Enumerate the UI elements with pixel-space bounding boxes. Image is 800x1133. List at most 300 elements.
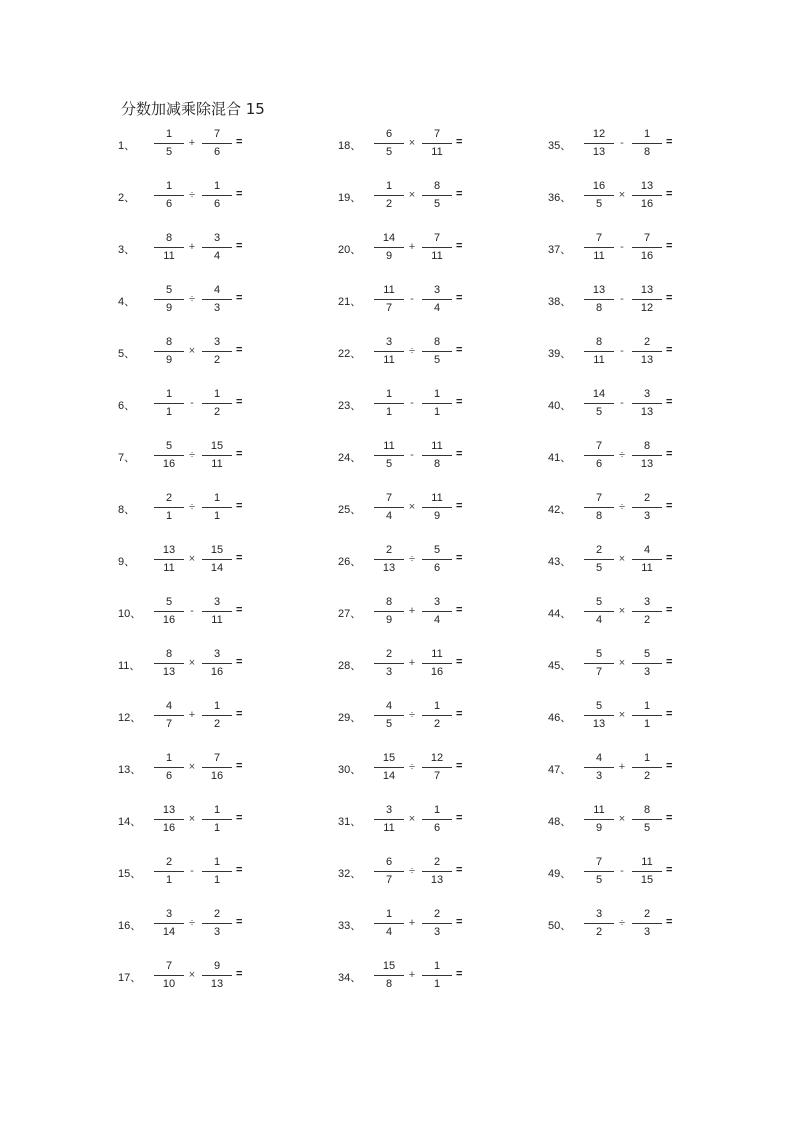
denominator: 2 (595, 926, 603, 938)
equals-sign: = (456, 968, 463, 980)
denominator: 8 (385, 978, 393, 990)
fraction-first (154, 543, 184, 576)
numerator: 14 (592, 388, 606, 400)
fraction-first (584, 907, 614, 940)
fraction-bar (154, 143, 184, 144)
fraction-bar (374, 715, 404, 716)
numerator: 8 (385, 596, 393, 608)
denominator: 7 (385, 874, 393, 886)
fraction-bar (374, 143, 404, 144)
problem-number: 6、 (118, 400, 136, 412)
fraction-bar (374, 403, 404, 404)
equals-sign: = (666, 136, 673, 148)
problem-row (548, 697, 778, 737)
denominator: 3 (213, 302, 221, 314)
denominator: 8 (433, 458, 441, 470)
problem-row (338, 125, 568, 165)
denominator: 4 (385, 926, 393, 938)
fraction-first (374, 751, 404, 784)
fraction-bar (584, 403, 614, 404)
numerator: 1 (165, 388, 173, 400)
numerator: 8 (643, 804, 651, 816)
operator-sign: - (620, 345, 624, 357)
numerator: 5 (433, 544, 441, 556)
fraction-bar (374, 195, 404, 196)
fraction-bar (632, 923, 662, 924)
problem-number: 35、 (548, 140, 572, 152)
fraction-second (202, 387, 232, 420)
operator-sign: × (188, 657, 196, 669)
numerator: 13 (162, 804, 176, 816)
fraction-first (154, 855, 184, 888)
fraction-bar (632, 299, 662, 300)
operator-sign: ÷ (188, 501, 196, 513)
numerator: 2 (165, 856, 173, 868)
equals-sign: = (666, 552, 673, 564)
fraction-bar (202, 351, 232, 352)
problem-number: 12、 (118, 712, 142, 724)
problem-row (118, 697, 348, 737)
problem-row (548, 905, 778, 945)
equals-sign: = (236, 604, 243, 616)
equals-sign: = (236, 552, 243, 564)
equals-sign: = (236, 916, 243, 928)
equals-sign: = (456, 240, 463, 252)
problem-number: 1、 (118, 140, 136, 152)
numerator: 5 (643, 648, 651, 660)
fraction-bar (202, 247, 232, 248)
problem-row (338, 489, 568, 529)
numerator: 16 (592, 180, 606, 192)
problem-number: 36、 (548, 192, 572, 204)
denominator: 3 (213, 926, 221, 938)
fraction-bar (374, 611, 404, 612)
numerator: 4 (385, 700, 393, 712)
problem-number: 30、 (338, 764, 362, 776)
fraction-bar (632, 351, 662, 352)
fraction-bar (632, 819, 662, 820)
numerator: 2 (595, 544, 603, 556)
problem-row (118, 645, 348, 685)
fraction-bar (154, 975, 184, 976)
fraction-second (202, 439, 232, 472)
equals-sign: = (456, 604, 463, 616)
denominator: 11 (383, 822, 395, 834)
fraction-first (154, 439, 184, 472)
fraction-first (584, 283, 614, 316)
fraction-first (374, 491, 404, 524)
denominator: 13 (592, 146, 606, 158)
denominator: 4 (595, 614, 603, 626)
fraction-second (632, 439, 662, 472)
numerator: 7 (595, 492, 603, 504)
numerator: 7 (595, 856, 603, 868)
numerator: 12 (430, 752, 444, 764)
denominator: 1 (165, 874, 173, 886)
numerator: 4 (165, 700, 173, 712)
equals-sign: = (666, 396, 673, 408)
fraction-second (202, 179, 232, 212)
fraction-second (202, 959, 232, 992)
numerator: 7 (595, 232, 603, 244)
fraction-first (154, 699, 184, 732)
denominator: 5 (385, 718, 393, 730)
numerator: 1 (643, 128, 651, 140)
fraction-bar (632, 247, 662, 248)
problem-number: 41、 (548, 452, 572, 464)
denominator: 16 (162, 458, 176, 470)
numerator: 8 (433, 336, 441, 348)
denominator: 3 (385, 666, 393, 678)
problem-number: 26、 (338, 556, 362, 568)
fraction-first (374, 439, 404, 472)
equals-sign: = (236, 968, 243, 980)
fraction-bar (202, 403, 232, 404)
fraction-bar (632, 611, 662, 612)
denominator: 1 (643, 718, 651, 730)
problem-number: 44、 (548, 608, 572, 620)
fraction-second (202, 751, 232, 784)
numerator: 3 (213, 648, 221, 660)
equals-sign: = (236, 656, 243, 668)
problem-number: 11、 (118, 660, 141, 672)
problem-row (338, 333, 568, 373)
numerator: 1 (433, 804, 441, 816)
numerator: 5 (595, 596, 603, 608)
fraction-second (422, 231, 452, 264)
numerator: 13 (640, 284, 654, 296)
fraction-bar (584, 923, 614, 924)
denominator: 11 (163, 562, 175, 574)
operator-sign: × (408, 501, 416, 513)
fraction-second (632, 127, 662, 160)
operator-sign: + (408, 917, 416, 929)
fraction-first (584, 127, 614, 160)
problem-number: 22、 (338, 348, 362, 360)
numerator: 7 (595, 440, 603, 452)
equals-sign: = (666, 240, 673, 252)
operator-sign: - (620, 293, 624, 305)
problem-number: 24、 (338, 452, 362, 464)
denominator: 6 (213, 198, 221, 210)
denominator: 11 (211, 614, 223, 626)
operator-sign: ÷ (408, 761, 416, 773)
numerator: 4 (643, 544, 651, 556)
fraction-second (422, 439, 452, 472)
fraction-first (374, 231, 404, 264)
fraction-bar (154, 455, 184, 456)
denominator: 12 (640, 302, 654, 314)
numerator: 6 (385, 856, 393, 868)
numerator: 3 (643, 596, 651, 608)
denominator: 16 (640, 198, 654, 210)
equals-sign: = (456, 136, 463, 148)
numerator: 5 (165, 596, 173, 608)
denominator: 5 (165, 146, 173, 158)
numerator: 3 (165, 908, 173, 920)
operator-sign: × (188, 553, 196, 565)
fraction-first (374, 647, 404, 680)
fraction-bar (154, 767, 184, 768)
denominator: 5 (385, 146, 393, 158)
denominator: 6 (165, 198, 173, 210)
problem-number: 4、 (118, 296, 136, 308)
fraction-bar (154, 611, 184, 612)
denominator: 15 (640, 874, 654, 886)
fraction-bar (422, 247, 452, 248)
equals-sign: = (456, 760, 463, 772)
fraction-second (202, 699, 232, 732)
equals-sign: = (236, 500, 243, 512)
fraction-bar (154, 403, 184, 404)
fraction-first (584, 231, 614, 264)
fraction-first (374, 283, 404, 316)
operator-sign: × (618, 553, 626, 565)
fraction-second (422, 491, 452, 524)
denominator: 2 (213, 354, 221, 366)
fraction-first (374, 595, 404, 628)
fraction-bar (422, 507, 452, 508)
equals-sign: = (666, 760, 673, 772)
denominator: 7 (165, 718, 173, 730)
operator-sign: × (618, 605, 626, 617)
problem-row (338, 697, 568, 737)
operator-sign: ÷ (408, 345, 416, 357)
numerator: 4 (595, 752, 603, 764)
numerator: 2 (643, 336, 651, 348)
fraction-first (154, 907, 184, 940)
numerator: 1 (433, 700, 441, 712)
operator-sign: - (620, 137, 624, 149)
numerator: 1 (165, 752, 173, 764)
problem-number: 33、 (338, 920, 362, 932)
fraction-second (422, 283, 452, 316)
problem-row (548, 749, 778, 789)
problem-row (118, 125, 348, 165)
fraction-second (202, 907, 232, 940)
numerator: 7 (643, 232, 651, 244)
fraction-bar (202, 143, 232, 144)
denominator: 3 (643, 666, 651, 678)
fraction-bar (374, 871, 404, 872)
fraction-bar (632, 559, 662, 560)
problem-row (548, 489, 778, 529)
fraction-second (422, 699, 452, 732)
problem-row (338, 749, 568, 789)
fraction-second (632, 335, 662, 368)
problem-number: 39、 (548, 348, 572, 360)
fraction-bar (422, 767, 452, 768)
fraction-second (632, 907, 662, 940)
denominator: 13 (640, 458, 654, 470)
numerator: 14 (382, 232, 396, 244)
fraction-bar (202, 559, 232, 560)
fraction-second (632, 231, 662, 264)
numerator: 2 (165, 492, 173, 504)
fraction-first (584, 595, 614, 628)
denominator: 11 (431, 146, 443, 158)
fraction-second (422, 751, 452, 784)
problem-number: 10、 (118, 608, 142, 620)
fraction-bar (154, 195, 184, 196)
numerator: 1 (643, 752, 651, 764)
denominator: 9 (385, 250, 393, 262)
numerator: 1 (213, 700, 221, 712)
problem-number: 21、 (338, 296, 362, 308)
numerator: 3 (385, 336, 393, 348)
numerator: 2 (385, 544, 393, 556)
fraction-bar (632, 767, 662, 768)
denominator: 2 (643, 770, 651, 782)
fraction-first (374, 543, 404, 576)
denominator: 11 (383, 354, 395, 366)
operator-sign: ÷ (408, 865, 416, 877)
numerator: 3 (643, 388, 651, 400)
fraction-second (202, 231, 232, 264)
denominator: 13 (162, 666, 176, 678)
denominator: 14 (162, 926, 176, 938)
problem-number: 8、 (118, 504, 136, 516)
problem-row (118, 749, 348, 789)
denominator: 9 (385, 614, 393, 626)
denominator: 1 (385, 406, 393, 418)
numerator: 1 (165, 180, 173, 192)
numerator: 3 (595, 908, 603, 920)
numerator: 3 (213, 336, 221, 348)
denominator: 1 (213, 822, 221, 834)
fraction-bar (584, 611, 614, 612)
fraction-second (202, 803, 232, 836)
fraction-first (584, 543, 614, 576)
equals-sign: = (236, 448, 243, 460)
fraction-second (422, 127, 452, 160)
equals-sign: = (456, 448, 463, 460)
fraction-bar (584, 455, 614, 456)
problem-row (548, 593, 778, 633)
numerator: 11 (431, 440, 443, 452)
operator-sign: - (620, 397, 624, 409)
numerator: 11 (431, 492, 443, 504)
numerator: 5 (165, 284, 173, 296)
problem-number: 2、 (118, 192, 136, 204)
equals-sign: = (236, 760, 243, 772)
fraction-bar (422, 819, 452, 820)
numerator: 5 (595, 648, 603, 660)
equals-sign: = (456, 292, 463, 304)
fraction-bar (422, 403, 452, 404)
problem-number: 16、 (118, 920, 142, 932)
denominator: 2 (433, 718, 441, 730)
denominator: 1 (213, 510, 221, 522)
equals-sign: = (666, 500, 673, 512)
denominator: 5 (595, 406, 603, 418)
fraction-bar (374, 923, 404, 924)
fraction-bar (422, 559, 452, 560)
fraction-first (374, 335, 404, 368)
equals-sign: = (236, 136, 243, 148)
problem-number: 5、 (118, 348, 136, 360)
operator-sign: ÷ (188, 917, 196, 929)
equals-sign: = (236, 864, 243, 876)
denominator: 14 (382, 770, 396, 782)
fraction-bar (632, 455, 662, 456)
fraction-bar (374, 819, 404, 820)
problem-number: 17、 (118, 972, 142, 984)
numerator: 4 (213, 284, 221, 296)
problem-row (548, 645, 778, 685)
fraction-second (632, 803, 662, 836)
fraction-bar (374, 455, 404, 456)
fraction-bar (154, 507, 184, 508)
fraction-bar (374, 767, 404, 768)
denominator: 2 (643, 614, 651, 626)
fraction-first (584, 803, 614, 836)
fraction-bar (584, 351, 614, 352)
denominator: 11 (593, 250, 605, 262)
denominator: 2 (213, 406, 221, 418)
fraction-bar (374, 507, 404, 508)
denominator: 13 (430, 874, 444, 886)
denominator: 1 (213, 874, 221, 886)
numerator: 1 (385, 908, 393, 920)
numerator: 7 (385, 492, 393, 504)
denominator: 13 (382, 562, 396, 574)
fraction-first (154, 959, 184, 992)
problem-row (118, 801, 348, 841)
problem-number: 38、 (548, 296, 572, 308)
problem-row (338, 957, 568, 997)
denominator: 6 (165, 770, 173, 782)
equals-sign: = (666, 916, 673, 928)
fraction-first (584, 855, 614, 888)
problem-number: 37、 (548, 244, 572, 256)
denominator: 5 (595, 562, 603, 574)
fraction-first (584, 335, 614, 368)
problem-number: 46、 (548, 712, 572, 724)
fraction-second (422, 907, 452, 940)
denominator: 6 (595, 458, 603, 470)
numerator: 1 (213, 388, 221, 400)
fraction-bar (202, 767, 232, 768)
numerator: 2 (643, 492, 651, 504)
numerator: 5 (595, 700, 603, 712)
operator-sign: + (618, 761, 626, 773)
fraction-first (154, 803, 184, 836)
operator-sign: ÷ (618, 917, 626, 929)
problem-number: 43、 (548, 556, 572, 568)
operator-sign: ÷ (188, 293, 196, 305)
numerator: 1 (385, 388, 393, 400)
problem-row (118, 437, 348, 477)
fraction-first (154, 751, 184, 784)
operator-sign: - (190, 605, 194, 617)
fraction-bar (632, 715, 662, 716)
fraction-bar (584, 715, 614, 716)
denominator: 5 (643, 822, 651, 834)
fraction-second (202, 127, 232, 160)
equals-sign: = (236, 396, 243, 408)
operator-sign: ÷ (408, 709, 416, 721)
fraction-bar (154, 715, 184, 716)
denominator: 2 (385, 198, 393, 210)
fraction-second (422, 803, 452, 836)
numerator: 7 (433, 128, 441, 140)
fraction-bar (584, 819, 614, 820)
fraction-first (154, 647, 184, 680)
denominator: 3 (643, 926, 651, 938)
denominator: 16 (210, 666, 224, 678)
fraction-bar (154, 871, 184, 872)
